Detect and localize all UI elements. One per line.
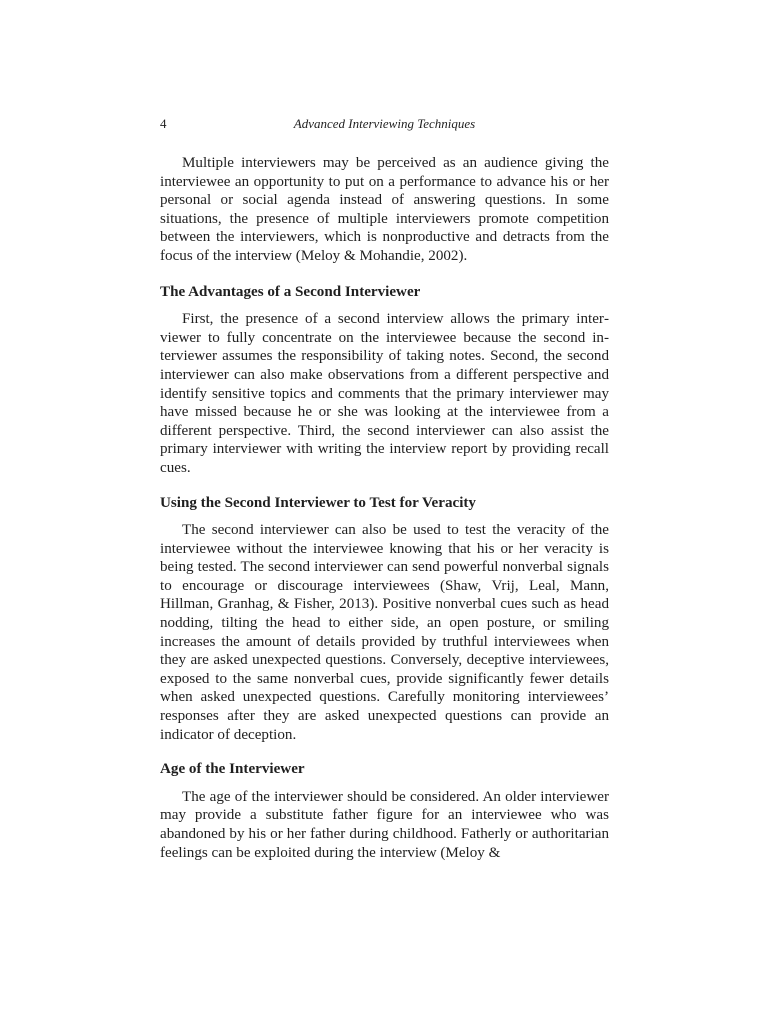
book-page <box>160 112 609 862</box>
intro-paragraph: Multiple interviewers may be perceived as an audience giving the interviewee an opportunity to put on a performance to advance his or her personal or social agenda instead of answering questions. In some situations, the presence of multiple interviewers promote competition between the interviewers, which is nonproductive and detracts from the focus of the interview (Meloy & Mohandie, 2002). <box>160 155 609 264</box>
section-paragraph-advantages: First, the presence of a second interview allows the primary interviewer to fully concentrate on the interviewee because the second interviewer assumes the responsibility of taking notes. Second, the second interviewer can also make observations from a different perspective and identify sensitive topics and comments that the primary interviewer may have missed because he or she was looking at the interviewee from a different perspective. Third, the second interviewer can also assist the primary interviewer with writing the interview report by providing recall cues. <box>160 311 609 476</box>
section-heading-veracity: Using the Second Interviewer to Test for Veracity <box>160 494 476 511</box>
running-header <box>160 112 609 136</box>
page-number: 4 <box>160 116 167 131</box>
section-heading-advantages: The Advantages of a Second Interviewer <box>160 283 421 300</box>
section-paragraph-veracity: The second interviewer can also be used to test the veracity of the interviewee without the interviewee knowing that his or her veracity is being tested. The second interviewer can send powerful nonverbal signals to encourage or discourage interviewees (Shaw, Vrij, Leal, Mann, Hillman, Granhag, & Fisher, 2013). Positive nonverbal cues such as head nodding, tilting the head to either side, an open posture, or smiling increases the amount of details provided by truthful interviewees when they are asked unexpected questions. Conversely, deceptive interviewees, exposed to the same nonverbal cues, provide significantly fewer details when asked unexpected questions. Carefully monitoring interviewees’ responses after they are asked unexpected questions can provide an indicator of deception. <box>160 522 609 743</box>
section-heading-age: Age of the Interviewer <box>160 761 305 778</box>
running-title: Advanced Interviewing Techniques <box>293 116 476 131</box>
section-paragraph-age: The age of the interviewer should be considered. An older interviewer may provide a substitute father figure for an interviewee who was abandoned by his or her father during childhood. Fatherly or authoritarian feelings can be exploited during the interview (Meloy & <box>160 788 609 861</box>
